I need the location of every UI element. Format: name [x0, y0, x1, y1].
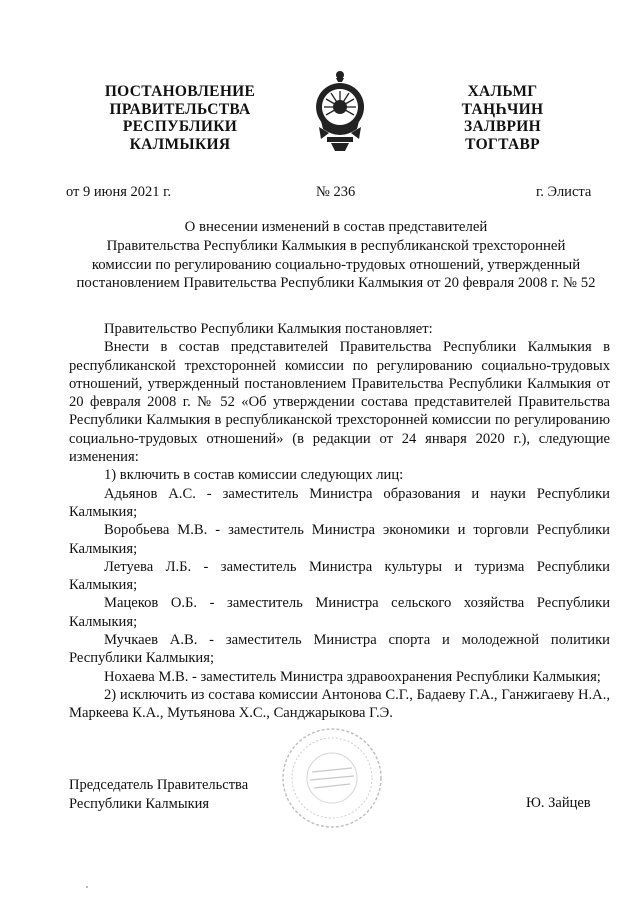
signatory-position-line: Республики Калмыкия — [69, 795, 210, 812]
header-left-line: РЕСПУБЛИКИ — [122, 118, 238, 135]
commission-member: Воробьева М.В. - заместитель Министра экономики и торговли Республики Калмыкия; — [69, 522, 610, 557]
body-paragraph: 2) исключить из состава комиссии Антонова С.Г., Бадаеву Г.А., Ганжигаеву Н.А., Маркеева К.А., Мутьянова Х.С., Санджарыкова Г.Э. — [69, 686, 610, 722]
header-right-title — [400, 83, 605, 153]
body-intro: Правительство Республики Калмыкия постановляет: — [104, 321, 433, 337]
title-line: О внесении изменений в состав представителей — [184, 219, 488, 235]
signatory-name: Ю. Зайцев — [526, 795, 591, 811]
document-title — [62, 218, 610, 293]
header-right-line: ТОГТАВР — [465, 135, 540, 153]
scan-speck — [86, 886, 88, 888]
header-left-title — [60, 83, 300, 153]
header-right-line: ЗАЛВРИН — [464, 118, 541, 135]
commission-member: Летуева Л.Б. - заместитель Министра культуры и туризма Республики Калмыкия; — [69, 558, 610, 594]
commission-member: Нохаева М.В. - заместитель Министра здравоохранения Республики Калмыкия; — [104, 668, 601, 685]
document-body — [69, 320, 610, 723]
header-left-line: ПОСТАНОВЛЕНИЕ — [104, 83, 256, 100]
title-line: Правительства Республики Калмыкия в республиканской трехсторонней — [106, 237, 566, 254]
commission-member: Мучкаев А.В. - заместитель Министра спорта и молодежной политики Республики Калмыкия; — [69, 632, 610, 667]
header-right-line: ТАҢҺЧИН — [461, 100, 544, 118]
commission-member: Адьянов А.С. - заместитель Министра образования и науки Республики Калмыкия; — [69, 485, 610, 520]
seal-stamp-icon — [280, 726, 384, 830]
signatory-position-line: Председатель Правительства — [69, 777, 249, 793]
commission-member: Мацеков О.Б. - заместитель Министра сельского хозяйства Республики Калмыкия; — [69, 595, 610, 630]
header-left-line: ПРАВИТЕЛЬСТВА — [109, 100, 251, 118]
header-right-line: ХАЛЬМГ — [467, 83, 538, 100]
document-number: № 236 — [316, 184, 356, 200]
document-city: г. Элиста — [536, 184, 592, 200]
body-paragraph: Внести в состав представителей Правительства Республики Калмыкия в республиканской трехсторонней комиссии по регулированию социально-трудовых отношений, утвержденный постановлением Правительства Республики Калмыкия от 20 февраля 2008 г. № 52 «Об утверждении состава представителей Правительства Республики Калмыкия в республиканской трехсторонней комиссии по регулированию социально-трудовых отношений» (в редакции от 24 января 2020 г.), следующие изменения: — [69, 339, 610, 466]
title-line: постановлением Правительства Республики Калмыкия от 20 февраля 2008 г. № 52 — [76, 275, 596, 292]
document-date: от 9 июня 2021 г. — [66, 184, 172, 200]
signatory-position — [69, 776, 248, 813]
title-line: комиссии по регулированию социально-трудовых отношений, утвержденный — [91, 256, 581, 273]
body-paragraph: 1) включить в состав комиссии следующих лиц: — [104, 467, 404, 484]
header-left-line: КАЛМЫКИЯ — [129, 135, 231, 153]
coat-of-arms-icon — [307, 63, 373, 153]
